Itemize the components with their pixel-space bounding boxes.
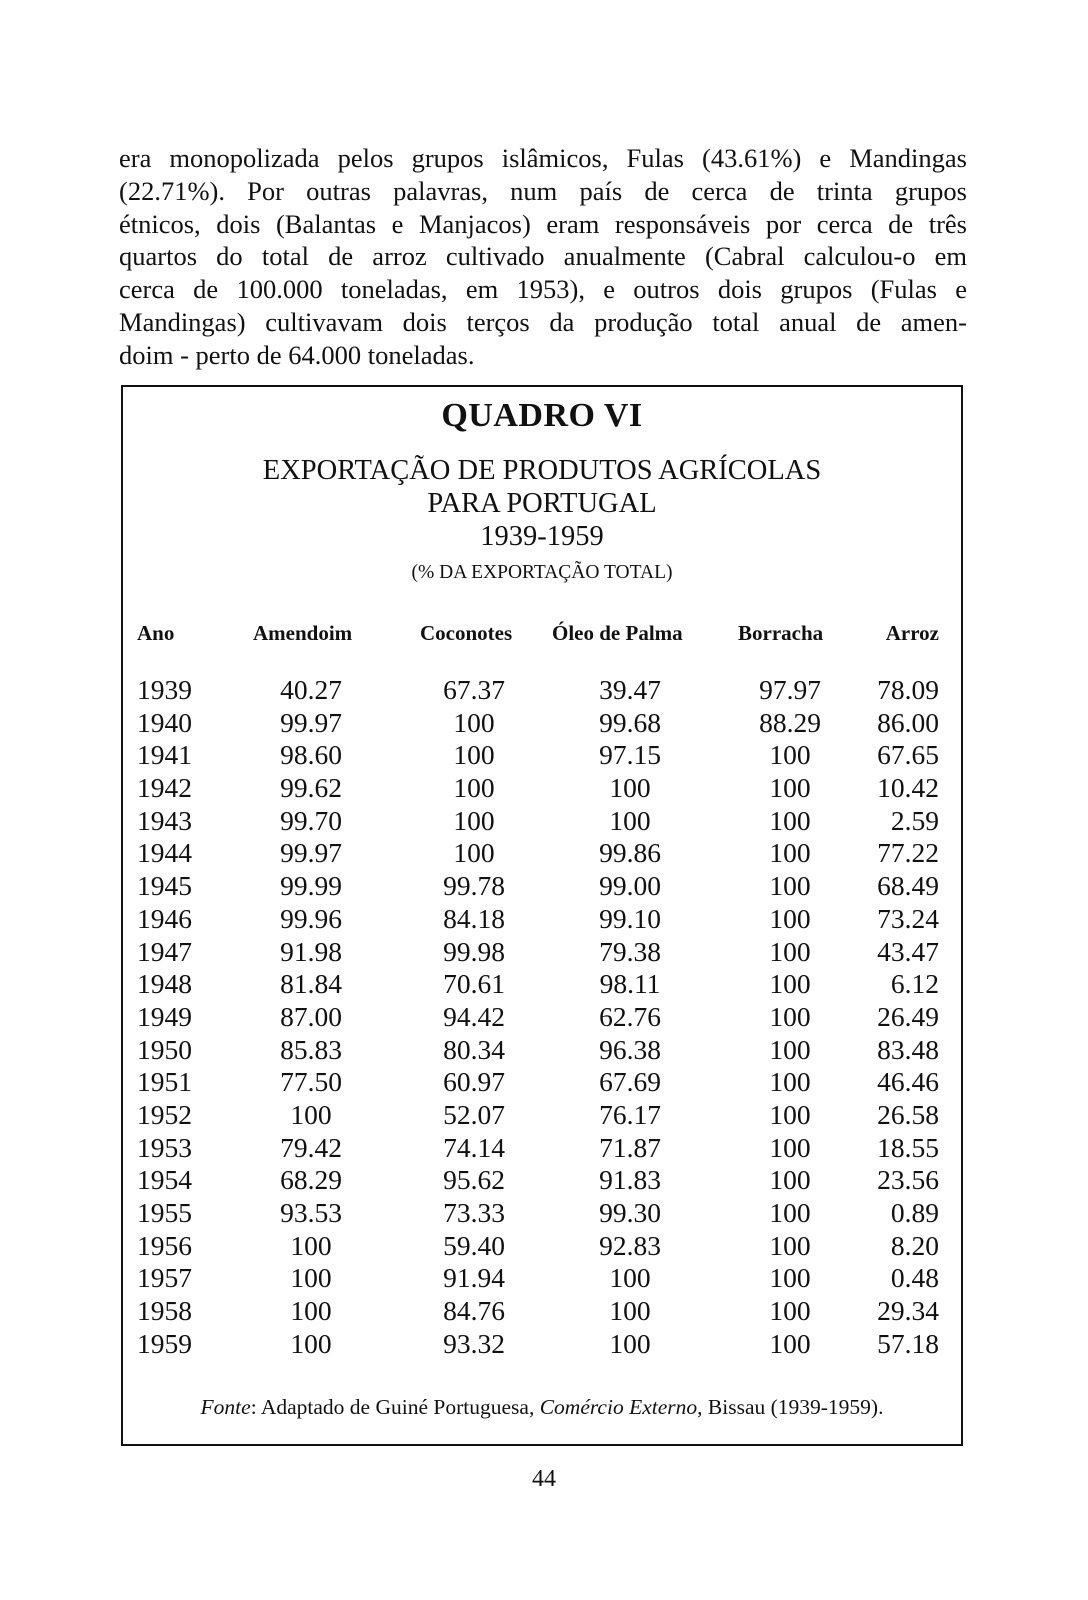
cell-coconotes: 99.78 — [443, 870, 505, 902]
column-header-borracha: Borracha — [738, 621, 824, 645]
cell-borracha: 97.97 — [759, 674, 821, 705]
table-row — [123, 1034, 961, 1067]
source-label: Fonte — [200, 1395, 251, 1419]
cell-coconotes: 84.18 — [443, 902, 505, 934]
cell-oleo-de-palma: 100 — [609, 804, 651, 836]
cell-oleo-de-palma: 99.86 — [599, 837, 661, 869]
cell-amendoim: 100 — [290, 1098, 332, 1130]
cell-amendoim: 68.29 — [280, 1164, 342, 1196]
cell-oleo-de-palma: 91.83 — [599, 1164, 661, 1196]
paragraph-line: (22.71%). Por outras palavras, num país de cerca de trinta grupos — [119, 175, 967, 206]
cell-arroz: 18.55 — [877, 1131, 939, 1163]
cell-amendoim: 99.62 — [280, 772, 342, 804]
cell-coconotes: 67.37 — [443, 674, 505, 705]
column-header-ano: Ano — [137, 621, 175, 645]
cell-amendoim: 99.96 — [280, 902, 342, 934]
table-row — [123, 903, 961, 936]
body-paragraph — [119, 142, 967, 372]
column-header-oleo-de-palma: Óleo de Palma — [552, 621, 683, 645]
cell-arroz: 29.34 — [877, 1295, 939, 1327]
cell-amendoim: 100 — [290, 1262, 332, 1294]
table-unit-note: (% DA EXPORTAÇÃO TOTAL) — [411, 562, 673, 583]
cell-amendoim: 99.70 — [280, 804, 342, 836]
cell-amendoim: 91.98 — [280, 935, 342, 967]
cell-coconotes: 100 — [453, 706, 495, 738]
cell-amendoim: 77.50 — [280, 1066, 342, 1098]
cell-arroz: 86.00 — [877, 706, 939, 738]
cell-oleo-de-palma: 99.30 — [599, 1197, 661, 1228]
paragraph-line: Mandingas) cultivavam dois terços da produção total anual de amen- — [119, 306, 967, 337]
cell-coconotes: 100 — [453, 739, 495, 771]
table-row — [123, 1295, 961, 1328]
cell-arroz: 78.09 — [877, 674, 939, 705]
table-row — [123, 1066, 961, 1099]
cell-coconotes: 91.94 — [443, 1262, 505, 1294]
cell-borracha: 100 — [769, 1164, 811, 1196]
cell-ano: 1952 — [137, 1098, 192, 1130]
source-text: : Adaptado de Guiné Portuguesa, — [250, 1395, 540, 1419]
cell-borracha: 100 — [769, 1197, 811, 1228]
cell-oleo-de-palma: 98.11 — [599, 968, 661, 1000]
cell-ano: 1958 — [137, 1295, 192, 1327]
cell-oleo-de-palma: 71.87 — [599, 1131, 661, 1163]
cell-amendoim: 99.99 — [280, 870, 342, 902]
cell-borracha: 88.29 — [759, 706, 821, 738]
quadro-table-box — [121, 385, 963, 1446]
table-years-range: 1939-1959 — [480, 521, 604, 552]
paragraph-line: era monopolizada pelos grupos islâmicos, Fulas (43.61%) e Mandingas — [119, 143, 967, 173]
cell-arroz: 68.49 — [877, 870, 939, 902]
cell-arroz: 23.56 — [877, 1164, 939, 1196]
cell-oleo-de-palma: 39.47 — [599, 674, 661, 705]
cell-coconotes: 80.34 — [443, 1033, 505, 1065]
cell-ano: 1953 — [137, 1131, 192, 1163]
cell-ano: 1948 — [137, 968, 192, 1000]
cell-coconotes: 95.62 — [443, 1164, 505, 1196]
cell-arroz: 0.48 — [890, 1262, 939, 1294]
table-row — [123, 870, 961, 903]
table-row — [123, 936, 961, 969]
table-row — [123, 707, 961, 740]
cell-ano: 1951 — [137, 1066, 192, 1098]
cell-coconotes: 93.32 — [443, 1327, 505, 1359]
cell-borracha: 100 — [769, 968, 811, 1000]
cell-oleo-de-palma: 100 — [609, 1262, 651, 1294]
paragraph-line: quartos do total de arroz cultivado anualmente (Cabral calculou-o em — [119, 241, 967, 272]
cell-borracha: 100 — [769, 1295, 811, 1327]
cell-coconotes: 59.40 — [443, 1229, 505, 1261]
table-row — [123, 1132, 961, 1165]
cell-coconotes: 70.61 — [443, 968, 505, 1000]
source-text: , Bissau (1939-1959). — [697, 1395, 884, 1419]
cell-borracha: 100 — [769, 1098, 811, 1130]
cell-arroz: 83.48 — [877, 1033, 939, 1065]
cell-borracha: 100 — [769, 1000, 811, 1032]
cell-ano: 1941 — [137, 739, 192, 771]
cell-arroz: 10.42 — [877, 772, 939, 804]
cell-oleo-de-palma: 62.76 — [599, 1000, 661, 1032]
cell-oleo-de-palma: 79.38 — [599, 935, 661, 967]
cell-oleo-de-palma: 100 — [609, 1327, 651, 1359]
cell-oleo-de-palma: 96.38 — [599, 1033, 661, 1065]
cell-arroz: 8.20 — [890, 1229, 939, 1261]
cell-ano: 1956 — [137, 1229, 192, 1261]
cell-arroz: 43.47 — [877, 935, 939, 967]
cell-arroz: 2.59 — [890, 804, 939, 836]
cell-amendoim: 98.60 — [280, 739, 342, 771]
table-row — [123, 674, 961, 707]
table-row — [123, 1099, 961, 1132]
cell-borracha: 100 — [769, 837, 811, 869]
table-row — [123, 1328, 961, 1361]
cell-arroz: 57.18 — [877, 1327, 939, 1359]
cell-borracha: 100 — [769, 902, 811, 934]
cell-ano: 1943 — [137, 804, 192, 836]
cell-oleo-de-palma: 99.10 — [599, 902, 661, 934]
cell-ano: 1949 — [137, 1000, 192, 1032]
cell-coconotes: 100 — [453, 804, 495, 836]
cell-amendoim: 100 — [290, 1295, 332, 1327]
cell-coconotes: 94.42 — [443, 1000, 505, 1032]
cell-coconotes: 74.14 — [443, 1131, 505, 1163]
cell-ano: 1940 — [137, 706, 192, 738]
table-title: QUADRO VI — [441, 397, 643, 434]
cell-borracha: 100 — [769, 1131, 811, 1163]
cell-oleo-de-palma: 97.15 — [599, 739, 661, 771]
table-row — [123, 1262, 961, 1295]
cell-oleo-de-palma: 67.69 — [599, 1066, 661, 1098]
cell-oleo-de-palma: 100 — [609, 1295, 651, 1327]
cell-arroz: 6.12 — [890, 968, 939, 1000]
table-row — [123, 739, 961, 772]
cell-arroz: 26.58 — [877, 1098, 939, 1130]
table-row — [123, 837, 961, 870]
cell-borracha: 100 — [769, 772, 811, 804]
cell-ano: 1942 — [137, 772, 192, 804]
cell-ano: 1950 — [137, 1033, 192, 1065]
cell-oleo-de-palma: 100 — [609, 772, 651, 804]
table-row — [123, 805, 961, 838]
cell-ano: 1954 — [137, 1164, 192, 1196]
paragraph-line: cerca de 100.000 toneladas, em 1953), e outros dois grupos (Fulas e — [119, 274, 967, 305]
source-publication: Comércio Externo — [539, 1395, 698, 1419]
cell-borracha: 100 — [769, 804, 811, 836]
cell-amendoim: 85.83 — [280, 1033, 342, 1065]
cell-coconotes: 99.98 — [443, 935, 505, 967]
cell-coconotes: 100 — [453, 837, 495, 869]
cell-amendoim: 99.97 — [280, 706, 342, 738]
cell-borracha: 100 — [769, 1327, 811, 1359]
cell-oleo-de-palma: 99.68 — [599, 706, 661, 738]
cell-oleo-de-palma: 99.00 — [599, 870, 661, 902]
cell-amendoim: 79.42 — [280, 1131, 342, 1163]
cell-borracha: 100 — [769, 870, 811, 902]
cell-borracha: 100 — [769, 1262, 811, 1294]
column-header-amendoim: Amendoim — [253, 621, 353, 645]
cell-oleo-de-palma: 92.83 — [599, 1229, 661, 1261]
cell-ano: 1944 — [137, 837, 192, 869]
cell-amendoim: 87.00 — [280, 1000, 342, 1032]
cell-amendoim: 40.27 — [280, 674, 342, 705]
table-subtitle: EXPORTAÇÃO DE PRODUTOS AGRÍCOLAS — [262, 455, 822, 486]
cell-borracha: 100 — [769, 1066, 811, 1098]
cell-ano: 1945 — [137, 870, 192, 902]
table-row — [123, 1001, 961, 1034]
cell-ano: 1959 — [137, 1327, 192, 1359]
table-subtitle: PARA PORTUGAL — [427, 488, 657, 519]
cell-arroz: 67.65 — [877, 739, 939, 771]
cell-ano: 1947 — [137, 935, 192, 967]
cell-coconotes: 84.76 — [443, 1295, 505, 1327]
table-row — [123, 968, 961, 1001]
cell-coconotes: 73.33 — [443, 1197, 505, 1228]
cell-ano: 1946 — [137, 902, 192, 934]
cell-oleo-de-palma: 76.17 — [599, 1098, 661, 1130]
cell-borracha: 100 — [769, 1229, 811, 1261]
cell-borracha: 100 — [769, 935, 811, 967]
cell-arroz: 77.22 — [877, 837, 939, 869]
table-row — [123, 1230, 961, 1263]
cell-ano: 1939 — [137, 674, 192, 705]
cell-amendoim: 100 — [290, 1327, 332, 1359]
cell-ano: 1955 — [137, 1197, 192, 1228]
paragraph-line: doim - perto de 64.000 toneladas. — [119, 339, 475, 370]
table-row — [123, 1164, 961, 1197]
paragraph-line: étnicos, dois (Balantas e Manjacos) eram responsáveis por cerca de três — [119, 208, 967, 239]
column-header-arroz: Arroz — [885, 621, 939, 645]
cell-borracha: 100 — [769, 1033, 811, 1065]
cell-amendoim: 81.84 — [280, 968, 342, 1000]
cell-ano: 1957 — [137, 1262, 192, 1294]
page-number: 44 — [532, 1466, 556, 1492]
cell-amendoim: 100 — [290, 1229, 332, 1261]
cell-arroz: 26.49 — [877, 1000, 939, 1032]
table-body — [123, 674, 961, 1360]
cell-arroz: 73.24 — [877, 902, 939, 934]
cell-coconotes: 52.07 — [443, 1098, 505, 1130]
cell-borracha: 100 — [769, 739, 811, 771]
cell-coconotes: 100 — [453, 772, 495, 804]
cell-arroz: 0.89 — [890, 1197, 939, 1228]
table-row — [123, 1197, 961, 1230]
table-source — [123, 1395, 961, 1420]
cell-amendoim: 93.53 — [280, 1197, 342, 1228]
cell-coconotes: 60.97 — [443, 1066, 505, 1098]
column-header-coconotes: Coconotes — [420, 621, 513, 645]
table-row — [123, 772, 961, 805]
cell-amendoim: 99.97 — [280, 837, 342, 869]
cell-arroz: 46.46 — [877, 1066, 939, 1098]
